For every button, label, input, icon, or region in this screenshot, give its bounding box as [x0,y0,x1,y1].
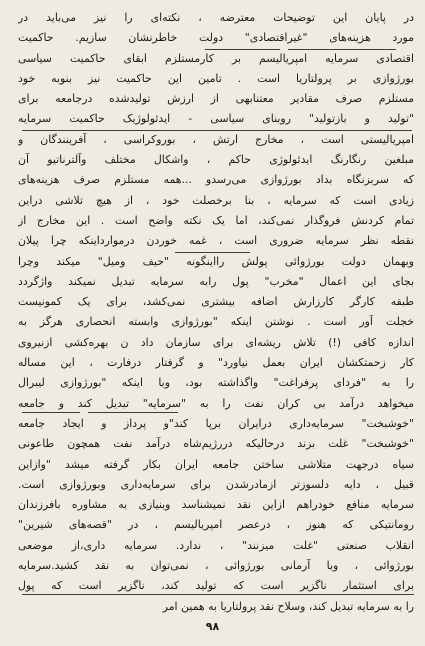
pencil-underline [288,49,396,50]
text-line: برای استثمار ناگزیر است که تولید کند، ناگزیر است که پول [18,579,414,593]
pencil-underline [205,49,280,50]
text-line: مبلغین رنگارنگ ایدئولوژی حاکم ، واشکال مختلف وآلترناتیو آن [18,153,414,167]
text-line: "تولید و بازتولید" روبنای سیاسی - ایدئولوژیک حاکمیت سرمایه [18,112,414,126]
text-line: اقتصادی سرمایه امپریالیسم بر کارمستلزم ابقای حاکمیت سیاسی [18,51,414,65]
text-line: تمام کردنش فروگذار نمی‌کند، اما یک نکته واضح است . این مخارج از [18,213,414,227]
text-line: میخواهد درآمد بی کران نفت را به "سرمایه" تبدیل کند و جامعه [18,396,414,410]
text-line: در پایان این توضیحات معترضه ، نکته‌ای را نیز می‌باید در [18,11,414,24]
body-text [18,8,414,617]
pencil-underline [22,130,412,131]
text-line: "خوشبخت" سرمایه‌داری درایران برپا کند"و پرداز و ایجاد جامعه [18,416,414,430]
text-line: که سربزنگاه بداد بورژوازی می‌رسدو ...همه مستلزم صرف هزینه‌های [18,173,414,187]
text-line: اندازه کافی (!) تلاش ریشه‌ای برای سازمان داد ن بهره‌کشی ازنیروی [18,335,414,349]
text-line: "خوشبخت" غلت بزند درحالیکه دررژیم‌شاه درآمد نفت همچون طاعونی [18,437,414,451]
text-line: مورد هزینه‌های "غیراقتصادی" دولت خاطرنشان سازیم. حاکمیت [18,31,414,45]
pencil-underline [175,252,250,253]
text-line: طبقه کارگر کارزارش اضافه بیشتری نمی‌کشد، برای یک کمونیست [18,295,414,309]
text-line: وبهمان دولت بورژوائی پولش رااینگونه "حیف ومیل" میکند وچرا [18,254,414,268]
text-line: امپریالیستی است ، مخارج ارتش ، بوروکراسی ، آفرینندگان و [18,132,414,146]
text-line: را به سرمایه تبدیل کند، وسلاح نقد پرولتاریا به همین امر [162,599,414,613]
text-line: کار زحمتکشان ایران بعمل نیاورد" و گرفتار درفارت ، این مساله [18,356,414,370]
text-line: بورژوازی بر پرولتاریا است . تامین این حاکمیت نیز بنوبه خود [18,71,414,85]
text-line: را به "فردای پرفراغت" واگذاشته بود، وبا اینکه "بورژوازی لیبرال [18,376,414,390]
pencil-underline [22,594,414,595]
pencil-underline [88,412,178,413]
pencil-underline [22,412,80,413]
text-line: زیادی است که سرمایه ، بنا برخصلت خود ، از هیچ تلاشی دراین [18,193,414,207]
text-line: سیاه درجهت متلاشی ساختن جامعه ایران بکار گرفته میشد "وازاین [18,457,414,471]
text-line: قبیل ، دایه دلسوزتر ازمادرشدن برای سرمایه‌داری وبورژوازی است. [18,477,414,491]
text-line: مستلزم صرف مقادیر معتنابهی از ارزش تولیدشده درجامعه برای [18,92,414,106]
text-line: انقلاب صنعتی "غلت میزنند" ، ندارد. سرمایه داری،از موضعی [18,538,414,552]
text-line: بجای این اعمال "مخرب" پول رابه سرمایه تبدیل نمیکند واژگردد [18,274,414,288]
text-line: خجلت آور است . نوشتن اینکه "بورژوازی وابسته انحصاری هرگز به [18,315,414,329]
page-number: ۹۸ [205,620,220,633]
text-line: بورژوائی ، وبا آرمانی بورژوائی ، نمی‌توان به نقد کشید.سرمایه [18,559,414,573]
text-line: رومانتیکی که هنوز ، درعصر امپریالیسم ، در "قصه‌های شیرین" [18,518,414,532]
text-line: نقطه نظر سرمایه ضروری است ، غمه خوردن درموارداینکه چرا پیلان [18,234,414,248]
text-line: سرمایه منافع خودراهم ازاین نقد نمیشناسد وبنیازی به مشاوره بافرزندان [18,498,414,512]
